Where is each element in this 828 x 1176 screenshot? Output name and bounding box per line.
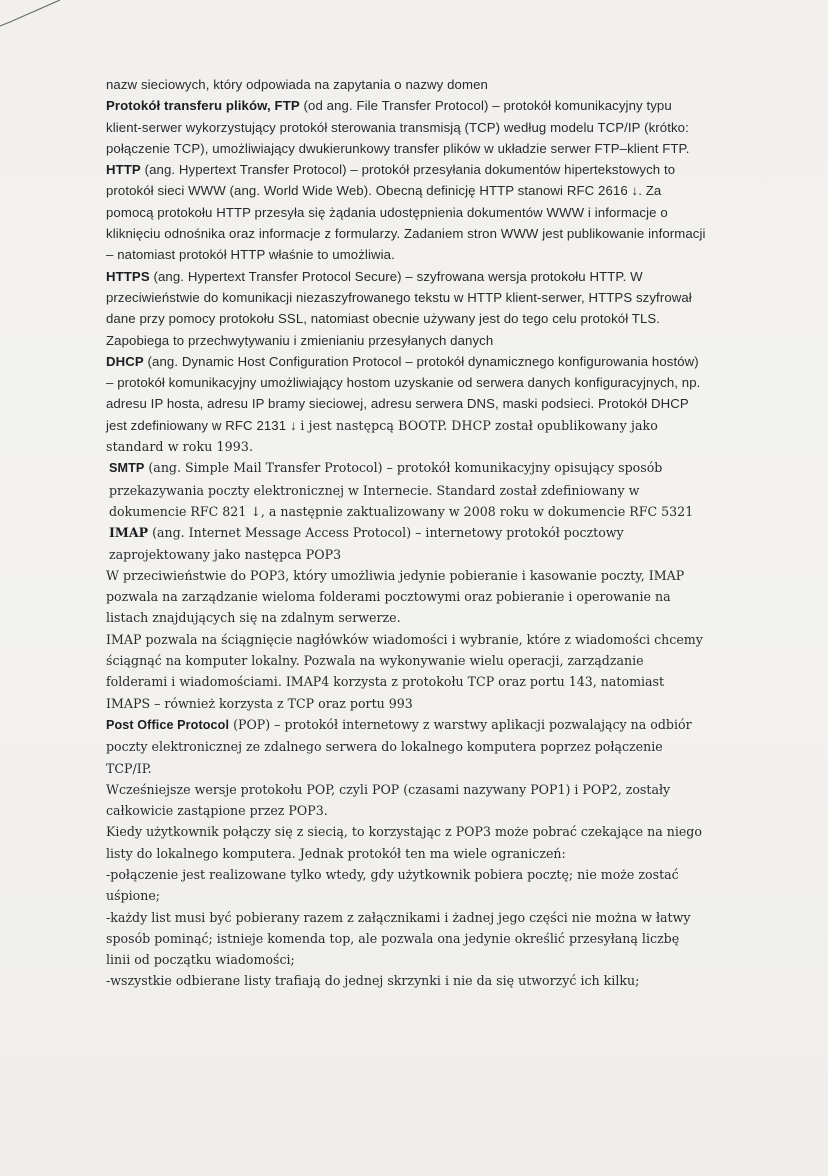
paragraph-smtp: [106, 457, 706, 522]
imap-term: IMAP: [109, 525, 149, 541]
paragraph-https: [106, 266, 706, 351]
document-body: [106, 74, 706, 992]
http-text: (ang. Hypertext Transfer Protocol) – protokół przesyłania dokumentów hipertekstowych to protokół sieci WWW (ang. World Wide Web). Obecną definicję HTTP stanowi RFC 2616 ↓. Za pomocą protokołu HTTP przesyła się żądania udostępnienia dokumentów WWW i informacje o kliknięciu odnośnika oraz informacje z formularzy. Zadaniem stron WWW jest publikowanie informacji – natomiast protokół HTTP właśnie to umożliwia.: [106, 162, 706, 263]
pop-text: (POP) – protokół internetowy z warstwy aplikacji pozwalający na odbiór poczty elektronicznej ze zdalnego serwera do lokalnego komputera poprzez połączenie TCP/IP.: [106, 716, 692, 776]
smtp-text: (ang. Simple Mail Transfer Protocol) – protokół komunikacyjny opisujący sposób przekazywania poczty elektronicznej w Internecie. Standard został zdefiniowany w dokumencie RFC 821 ↓, a następnie zaktualizowany w 2008 roku w dokumencie RFC 5321: [109, 460, 694, 519]
dns-tail-text: nazw sieciowych, który odpowiada na zapytania o nazwy domen: [106, 77, 488, 92]
imap-text: (ang. Internet Message Access Protocol) – internetowy protokół pocztowy zaprojektowany jako następca POP3: [109, 525, 624, 562]
pop-limits-text: Kiedy użytkownik połączy się z siecią, to korzystając z POP3 może pobrać czekające na niego listy do lokalnego komputera. Jednak protokół ten ma wiele ograniczeń:: [106, 824, 702, 861]
pop-term: Post Office Protocol: [106, 717, 230, 732]
dhcp-text-serif: i jest następcą BOOTP. DHCP został opublikowany jako standard w roku 1993.: [106, 417, 658, 455]
http-term: HTTP: [106, 162, 141, 178]
paragraph-ftp: [106, 95, 706, 159]
list-item-limit-2: [106, 907, 706, 971]
ftp-text: (od ang. File Transfer Protocol) – protokół komunikacyjny typu klient-serwer wykorzystujący protokół sterowania transmisją (TCP) według modelu TCP/IP (krótko: połączenie TCP), umożliwiający dwukierunkowy transfer plików w układzie serwer FTP–klient FTP.: [106, 98, 690, 156]
paragraph-dhcp: [106, 351, 706, 457]
limit-2-text: -każdy list musi być pobierany razem z załącznikami i żadnej jego części nie można w łatwy sposób pominąć; istnieje komenda top, ale pozwala ona jedynie określić przesyłaną liczbę linii od początku wiadomości;: [106, 909, 691, 968]
dhcp-term: DHCP: [106, 353, 144, 369]
dhcp-text: (ang. Dynamic Host Configuration Protocol – protokół dynamicznego konfigurowania hostów) – protokół komunikacyjny umożliwiający hostom uzyskanie od serwera danych konfiguracyjnych, np. adresu IP hosta, adresu IP bramy sieciowej, adresu serwera DNS, maski podsieci. Protokół DHCP jest zdefiniowany w RFC 2131 ↓: [106, 353, 701, 433]
paragraph-imap-headers: [106, 629, 706, 714]
imap-headers-text: IMAP pozwala na ściągnięcie nagłówków wiadomości i wybranie, które z wiadomości chcemy ściągnąć na komputer lokalny. Pozwala na wykonywanie wielu operacji, zarządzanie folderami i wiadomościami. IMAP4 korzysta z protokołu TCP oraz portu 143, natomiast IMAPS – również korzysta z TCP oraz portu 993: [106, 631, 703, 711]
smtp-term: SMTP: [109, 461, 145, 476]
limit-3-text: -wszystkie odbierane listy trafiają do jednej skrzynki i nie da się utworzyć ich kilku;: [106, 973, 640, 989]
limit-1-text: -połączenie jest realizowane tylko wtedy, gdy użytkownik pobiera pocztę; nie może zostać uśpione;: [106, 866, 679, 904]
imap-pop3-text: W przeciwieństwie do POP3, który umożliwia jedynie pobieranie i kasowanie poczty, IMAP pozwala na zarządzanie wieloma folderami pocztowymi oraz pobieranie i operowanie na listach znajdujących się na zdalnym serwerze.: [106, 567, 685, 626]
page-fold-mark: [0, 0, 90, 40]
pop-versions-text: Wcześniejsze wersje protokołu POP, czyli POP (czasami nazywany POP1) i POP2, zostały całkowicie zastąpione przez POP3.: [106, 781, 671, 819]
paragraph-dns-tail: [106, 74, 706, 95]
list-item-limit-1: [106, 864, 706, 907]
list-item-limit-3: [106, 970, 706, 991]
https-text: (ang. Hypertext Transfer Protocol Secure) – szyfrowana wersja protokołu HTTP. W przeciwieństwie do komunikacji niezaszyfrowanego tekstu w HTTP klient-serwer, HTTPS szyfrował dane przy pomocy protokołu SSL, natomiast obecnie używany jest do tego celu protokół TLS. Zapobiega to przechwytywaniu i zmienianiu przesyłanych danych: [106, 268, 692, 348]
paragraph-imap: [106, 522, 706, 565]
paragraph-imap-pop3: [106, 565, 706, 629]
https-term: HTTPS: [106, 268, 150, 284]
paragraph-http: [106, 159, 706, 265]
paragraph-pop: [106, 714, 706, 779]
paragraph-pop-limits: [106, 821, 706, 864]
paragraph-pop-versions: [106, 779, 706, 822]
ftp-term: Protokół transferu plików, FTP: [106, 98, 300, 114]
